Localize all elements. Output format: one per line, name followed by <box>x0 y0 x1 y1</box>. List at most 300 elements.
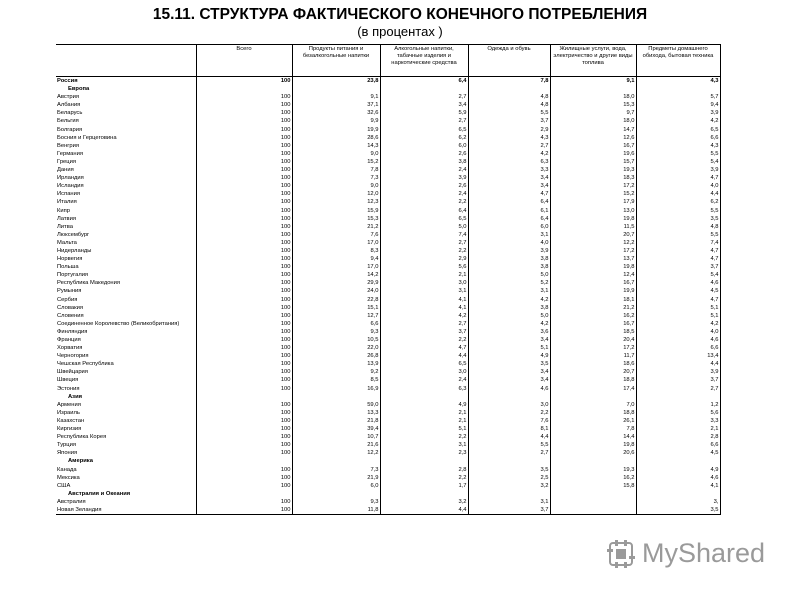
cell-value: 18,5 <box>550 328 636 336</box>
cell-value: 18,0 <box>550 117 636 125</box>
row-label: Люксембург <box>56 231 196 239</box>
page-title: 15.11. СТРУКТУРА ФАКТИЧЕСКОГО КОНЕЧНОГО ПОТРЕБЛЕНИЯ <box>152 6 648 23</box>
cell-value: 100 <box>196 320 292 328</box>
cell-value: 9,9 <box>292 117 380 125</box>
cell-value: 100 <box>196 239 292 247</box>
table-row <box>56 142 720 150</box>
cell-value: 100 <box>196 336 292 344</box>
cell-value: 2,1 <box>380 409 468 417</box>
section-row <box>56 457 720 465</box>
cell-value: 3,5 <box>636 506 720 515</box>
cell-value: 100 <box>196 433 292 441</box>
cell-value: 7,4 <box>380 231 468 239</box>
cell-value: 17,0 <box>292 239 380 247</box>
cell-value: 4,8 <box>636 223 720 231</box>
cell-value: 100 <box>196 482 292 490</box>
cell-value: 3,5 <box>468 466 550 474</box>
cell-value: 7,3 <box>292 466 380 474</box>
cell-value <box>550 506 636 515</box>
total-row <box>56 77 720 86</box>
row-label: Кипр <box>56 207 196 215</box>
cell-value <box>636 393 720 401</box>
cell-value: 4,2 <box>468 296 550 304</box>
cell-value: 17,4 <box>550 385 636 393</box>
cell-value: 100 <box>196 247 292 255</box>
cell-value: 3,1 <box>380 441 468 449</box>
table-row <box>56 425 720 433</box>
cell-value: 9,2 <box>292 368 380 376</box>
cell-value: 4,3 <box>636 77 720 86</box>
table-row <box>56 498 720 506</box>
cell-value: 5,1 <box>468 344 550 352</box>
row-label: Нидерланды <box>56 247 196 255</box>
cell-value: 100 <box>196 134 292 142</box>
table-row <box>56 360 720 368</box>
row-label: Австралия и Океания <box>56 490 196 498</box>
cell-value: 100 <box>196 109 292 117</box>
cell-value: 2,9 <box>468 126 550 134</box>
cell-value: 4,4 <box>380 506 468 515</box>
table-row <box>56 368 720 376</box>
cell-value: 24,0 <box>292 287 380 295</box>
cell-value: 15,3 <box>550 101 636 109</box>
row-label: Соединенное Королевство (Великобритания) <box>56 320 196 328</box>
cell-value: 6,4 <box>468 215 550 223</box>
cell-value: 3,2 <box>468 482 550 490</box>
cell-value: 6,5 <box>380 215 468 223</box>
cell-value: 100 <box>196 182 292 190</box>
table-row <box>56 466 720 474</box>
cell-value: 3,3 <box>468 166 550 174</box>
cell-value: 4,4 <box>468 433 550 441</box>
table-row <box>56 126 720 134</box>
table-row <box>56 271 720 279</box>
cell-value: 3,2 <box>380 498 468 506</box>
cell-value: 4,2 <box>468 150 550 158</box>
cell-value: 4,8 <box>468 93 550 101</box>
cell-value: 3,3 <box>636 417 720 425</box>
cell-value: 3,7 <box>468 117 550 125</box>
cell-value: 5,6 <box>380 263 468 271</box>
cell-value: 11,5 <box>550 223 636 231</box>
cell-value: 6,5 <box>380 360 468 368</box>
table-row <box>56 263 720 271</box>
cell-value: 19,8 <box>550 215 636 223</box>
row-label: Литва <box>56 223 196 231</box>
cell-value: 14,2 <box>292 271 380 279</box>
row-label: Беларусь <box>56 109 196 117</box>
cell-value: 3,5 <box>468 360 550 368</box>
cell-value <box>292 393 380 401</box>
cell-value: 12,2 <box>292 449 380 457</box>
cell-value: 13,9 <box>292 360 380 368</box>
header-col-5: Жилищные услуги, вода, электричество и другие виды топлива <box>550 45 636 77</box>
cell-value: 3,8 <box>468 304 550 312</box>
table-row <box>56 190 720 198</box>
cell-value: 3,4 <box>468 376 550 384</box>
cell-value <box>636 457 720 465</box>
myshared-logo-icon <box>606 539 636 569</box>
row-label: Израиль <box>56 409 196 417</box>
cell-value: 9,0 <box>292 150 380 158</box>
cell-value: 7,8 <box>550 425 636 433</box>
cell-value: 6,5 <box>380 126 468 134</box>
table-row <box>56 239 720 247</box>
cell-value: 3,7 <box>468 506 550 515</box>
cell-value: 100 <box>196 417 292 425</box>
cell-value: 17,2 <box>550 247 636 255</box>
cell-value: 9,7 <box>550 109 636 117</box>
cell-value: 16,2 <box>550 474 636 482</box>
cell-value: 2,5 <box>468 474 550 482</box>
cell-value <box>550 457 636 465</box>
cell-value: 4,0 <box>468 239 550 247</box>
cell-value: 3,4 <box>468 182 550 190</box>
cell-value: 28,6 <box>292 134 380 142</box>
cell-value <box>196 85 292 93</box>
cell-value: 8,1 <box>468 425 550 433</box>
cell-value: 16,7 <box>550 279 636 287</box>
cell-value: 19,8 <box>550 441 636 449</box>
table-row <box>56 401 720 409</box>
table-row <box>56 182 720 190</box>
cell-value: 4,7 <box>636 174 720 182</box>
row-label: Армения <box>56 401 196 409</box>
cell-value: 4,1 <box>380 296 468 304</box>
cell-value: 2,7 <box>468 449 550 457</box>
cell-value: 7,0 <box>550 401 636 409</box>
cell-value: 10,7 <box>292 433 380 441</box>
cell-value: 7,6 <box>292 231 380 239</box>
cell-value: 4,6 <box>636 336 720 344</box>
table-row <box>56 312 720 320</box>
cell-value: 39,4 <box>292 425 380 433</box>
cell-value: 16,7 <box>550 142 636 150</box>
cell-value: 8,3 <box>292 247 380 255</box>
table-row <box>56 101 720 109</box>
row-label: Норвегия <box>56 255 196 263</box>
table-body <box>56 77 720 515</box>
watermark-text: MyShared <box>642 538 766 568</box>
cell-value: 6,0 <box>292 482 380 490</box>
cell-value: 100 <box>196 287 292 295</box>
row-label: Черногория <box>56 352 196 360</box>
cell-value: 2,3 <box>380 449 468 457</box>
cell-value: 12,0 <box>292 190 380 198</box>
cell-value: 18,0 <box>550 93 636 101</box>
cell-value: 8,5 <box>292 376 380 384</box>
table-row <box>56 150 720 158</box>
table-row <box>56 134 720 142</box>
row-label: Швейцария <box>56 368 196 376</box>
row-label: Новая Зеландия <box>56 506 196 515</box>
cell-value <box>380 457 468 465</box>
cell-value <box>380 490 468 498</box>
table-row <box>56 474 720 482</box>
cell-value: 3,8 <box>468 263 550 271</box>
cell-value: 4,4 <box>636 190 720 198</box>
cell-value: 15,1 <box>292 304 380 312</box>
cell-value: 7,8 <box>292 166 380 174</box>
cell-value: 100 <box>196 263 292 271</box>
table-row <box>56 207 720 215</box>
row-label: Турция <box>56 441 196 449</box>
cell-value: 100 <box>196 166 292 174</box>
row-label: США <box>56 482 196 490</box>
cell-value: 9,1 <box>550 77 636 86</box>
cell-value: 5,1 <box>636 312 720 320</box>
cell-value: 100 <box>196 223 292 231</box>
cell-value: 2,7 <box>380 239 468 247</box>
cell-value: 4,6 <box>636 279 720 287</box>
table-row <box>56 344 720 352</box>
row-label: Босния и Герцеговина <box>56 134 196 142</box>
row-label: Мексика <box>56 474 196 482</box>
table-row <box>56 215 720 223</box>
table-row <box>56 328 720 336</box>
cell-value: 3,8 <box>468 255 550 263</box>
cell-value <box>468 85 550 93</box>
cell-value: 22,0 <box>292 344 380 352</box>
cell-value: 6,6 <box>636 441 720 449</box>
cell-value: 16,2 <box>550 312 636 320</box>
table-row <box>56 409 720 417</box>
cell-value: 100 <box>196 117 292 125</box>
cell-value: 21,2 <box>292 223 380 231</box>
cell-value: 2,7 <box>468 142 550 150</box>
row-label: Япония <box>56 449 196 457</box>
table-row <box>56 506 720 515</box>
cell-value: 13,4 <box>636 352 720 360</box>
cell-value: 6,2 <box>380 134 468 142</box>
cell-value: 18,8 <box>550 376 636 384</box>
cell-value: 3,9 <box>636 109 720 117</box>
row-label: Исландия <box>56 182 196 190</box>
cell-value: 7,8 <box>468 77 550 86</box>
cell-value: 2,7 <box>636 385 720 393</box>
row-label: Болгария <box>56 126 196 134</box>
cell-value: 100 <box>196 385 292 393</box>
cell-value: 17,9 <box>550 198 636 206</box>
cell-value: 7,4 <box>636 239 720 247</box>
cell-value: 12,2 <box>550 239 636 247</box>
cell-value: 7,6 <box>468 417 550 425</box>
cell-value: 16,9 <box>292 385 380 393</box>
cell-value <box>196 457 292 465</box>
cell-value <box>550 85 636 93</box>
section-row <box>56 393 720 401</box>
cell-value: 5,5 <box>636 150 720 158</box>
cell-value: 3,1 <box>468 498 550 506</box>
cell-value: 2,4 <box>380 166 468 174</box>
cell-value: 19,9 <box>292 126 380 134</box>
table-row <box>56 166 720 174</box>
cell-value: 4,9 <box>468 352 550 360</box>
cell-value: 6,0 <box>468 223 550 231</box>
cell-value: 5,5 <box>468 109 550 117</box>
cell-value: 26,1 <box>550 417 636 425</box>
cell-value: 37,1 <box>292 101 380 109</box>
header-col-6: Предметы домашнего обихода, бытовая техника <box>636 45 720 77</box>
cell-value: 4,1 <box>380 304 468 312</box>
row-label: Азия <box>56 393 196 401</box>
cell-value: 4,4 <box>636 360 720 368</box>
cell-value: 12,6 <box>550 134 636 142</box>
cell-value: 15,2 <box>550 190 636 198</box>
cell-value: 100 <box>196 506 292 515</box>
cell-value: 3,0 <box>380 279 468 287</box>
cell-value <box>636 490 720 498</box>
cell-value: 2,1 <box>636 425 720 433</box>
cell-value: 3,9 <box>468 247 550 255</box>
cell-value: 100 <box>196 77 292 86</box>
cell-value: 20,7 <box>550 368 636 376</box>
cell-value: 5,0 <box>380 223 468 231</box>
cell-value: 100 <box>196 150 292 158</box>
cell-value: 15,2 <box>292 158 380 166</box>
row-label: Канада <box>56 466 196 474</box>
page-subtitle: (в процентах ) <box>357 24 443 39</box>
cell-value: 3,4 <box>380 101 468 109</box>
cell-value: 3,4 <box>468 336 550 344</box>
cell-value: 6,6 <box>636 134 720 142</box>
cell-value: 5,0 <box>468 312 550 320</box>
cell-value: 4,0 <box>636 328 720 336</box>
cell-value: 4,9 <box>636 466 720 474</box>
cell-value: 1,7 <box>380 482 468 490</box>
cell-value: 5,5 <box>636 207 720 215</box>
cell-value: 3,7 <box>636 376 720 384</box>
cell-value: 26,8 <box>292 352 380 360</box>
cell-value: 100 <box>196 271 292 279</box>
cell-value: 2,2 <box>468 409 550 417</box>
cell-value: 9,3 <box>292 498 380 506</box>
row-label: Словения <box>56 312 196 320</box>
cell-value: 11,7 <box>550 352 636 360</box>
cell-value: 21,6 <box>292 441 380 449</box>
row-label: Дания <box>56 166 196 174</box>
cell-value: 2,1 <box>380 271 468 279</box>
cell-value: 17,0 <box>292 263 380 271</box>
cell-value: 3,9 <box>636 166 720 174</box>
table-row <box>56 174 720 182</box>
cell-value: 3,0 <box>468 401 550 409</box>
cell-value: 13,7 <box>550 255 636 263</box>
cell-value: 4,3 <box>636 142 720 150</box>
row-label: Америка <box>56 457 196 465</box>
cell-value: 2,2 <box>380 336 468 344</box>
table-row <box>56 376 720 384</box>
cell-value: 5,7 <box>636 93 720 101</box>
cell-value: 4,4 <box>380 352 468 360</box>
cell-value <box>292 85 380 93</box>
cell-value: 4,7 <box>636 255 720 263</box>
table-row <box>56 223 720 231</box>
cell-value: 100 <box>196 198 292 206</box>
cell-value: 16,7 <box>550 320 636 328</box>
cell-value: 21,2 <box>550 304 636 312</box>
cell-value: 11,8 <box>292 506 380 515</box>
cell-value: 2,8 <box>636 433 720 441</box>
row-label: Греция <box>56 158 196 166</box>
cell-value: 5,6 <box>636 409 720 417</box>
cell-value: 4,9 <box>380 401 468 409</box>
cell-value: 4,2 <box>380 312 468 320</box>
header-name-col <box>56 45 196 77</box>
table-row <box>56 433 720 441</box>
cell-value: 15,8 <box>550 482 636 490</box>
header-row <box>56 45 720 77</box>
header-col-4: Одежда и обувь <box>468 45 550 77</box>
cell-value: 5,4 <box>636 158 720 166</box>
cell-value: 4,7 <box>468 190 550 198</box>
table-row <box>56 320 720 328</box>
cell-value: 18,3 <box>550 174 636 182</box>
cell-value: 2,7 <box>380 117 468 125</box>
cell-value: 6,5 <box>636 126 720 134</box>
cell-value: 4,5 <box>636 449 720 457</box>
row-label: Россия <box>56 77 196 86</box>
cell-value: 100 <box>196 498 292 506</box>
cell-value: 100 <box>196 174 292 182</box>
cell-value: 6,6 <box>292 320 380 328</box>
cell-value: 4,2 <box>636 320 720 328</box>
row-label: Республика Македония <box>56 279 196 287</box>
cell-value: 100 <box>196 215 292 223</box>
cell-value <box>636 85 720 93</box>
cell-value: 3,9 <box>380 174 468 182</box>
cell-value: 5,0 <box>468 271 550 279</box>
cell-value: 100 <box>196 425 292 433</box>
cell-value: 6,2 <box>636 198 720 206</box>
cell-value: 14,3 <box>292 142 380 150</box>
cell-value: 19,3 <box>550 166 636 174</box>
cell-value: 3,8 <box>380 158 468 166</box>
cell-value: 100 <box>196 207 292 215</box>
cell-value: 3,7 <box>636 263 720 271</box>
cell-value: 2,7 <box>380 320 468 328</box>
row-label: Румыния <box>56 287 196 295</box>
cell-value <box>468 457 550 465</box>
row-label: Европа <box>56 85 196 93</box>
cell-value: 100 <box>196 376 292 384</box>
cell-value: 22,8 <box>292 296 380 304</box>
cell-value: 100 <box>196 190 292 198</box>
cell-value: 2,4 <box>380 190 468 198</box>
cell-value: 4,3 <box>468 134 550 142</box>
cell-value: 2,2 <box>380 474 468 482</box>
cell-value: 3,4 <box>468 368 550 376</box>
row-label: Португалия <box>56 271 196 279</box>
table-row <box>56 247 720 255</box>
table-row <box>56 198 720 206</box>
cell-value: 100 <box>196 474 292 482</box>
cell-value: 3,9 <box>636 368 720 376</box>
cell-value: 13,0 <box>550 207 636 215</box>
row-label: Австрия <box>56 93 196 101</box>
table-row <box>56 279 720 287</box>
cell-value: 7,3 <box>292 174 380 182</box>
cell-value: 100 <box>196 312 292 320</box>
cell-value: 6,4 <box>380 77 468 86</box>
cell-value: 14,4 <box>550 433 636 441</box>
row-label: Хорватия <box>56 344 196 352</box>
cell-value <box>380 393 468 401</box>
cell-value: 100 <box>196 255 292 263</box>
cell-value: 20,6 <box>550 449 636 457</box>
cell-value <box>550 393 636 401</box>
cell-value: 9,0 <box>292 182 380 190</box>
